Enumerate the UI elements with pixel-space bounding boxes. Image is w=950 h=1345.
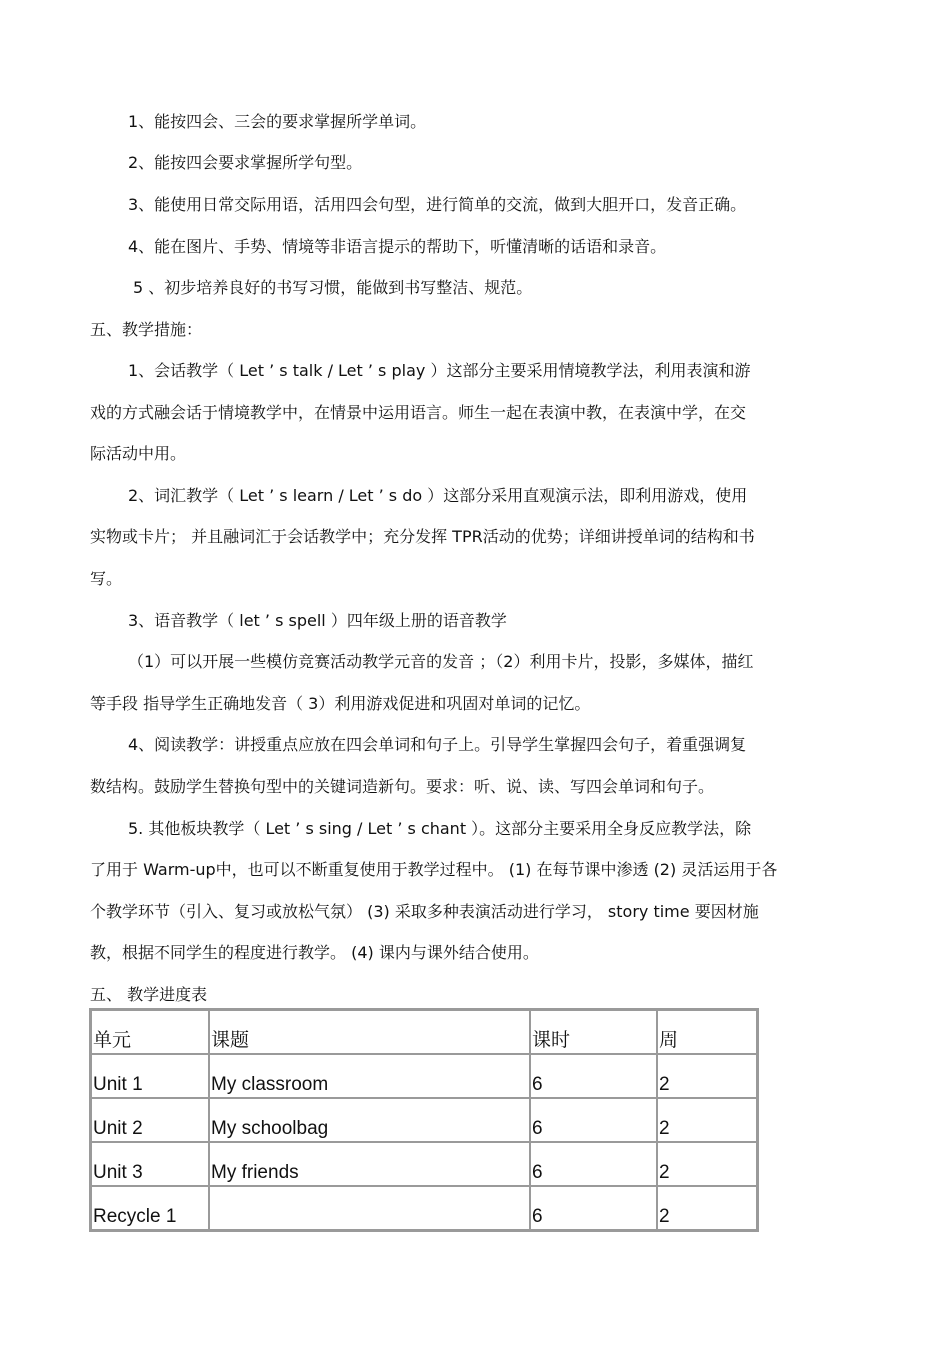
cell-unit: Unit 1 <box>91 1054 209 1098</box>
cell-topic: My friends <box>209 1142 530 1186</box>
cell-week: 2 <box>657 1142 757 1186</box>
cell-unit: Unit 3 <box>91 1142 209 1186</box>
cell-hours: 6 <box>530 1054 657 1098</box>
header-cell-topic: 课题 <box>209 1010 530 1054</box>
cell-unit: Unit 2 <box>91 1098 209 1142</box>
table-row <box>91 1054 757 1098</box>
measure-5-line-3: 个教学环节（引入、复习或放松气氛） (3) 采取多种表演活动进行学习， story time 要因材施 <box>90 902 759 921</box>
cell-week: 2 <box>657 1054 757 1098</box>
measure-3-line-2: （1）可以开展一些模仿竞赛活动教学元音的发音 ；（2）利用卡片，投影，多媒体，描红 <box>128 652 754 671</box>
measure-3-line-3: 等手段 指导学生正确地发音（ 3）利用游戏促进和巩固对单词的记忆。 <box>90 694 591 713</box>
table-row <box>91 1142 757 1186</box>
cell-topic: My schoolbag <box>209 1098 530 1142</box>
goal-1: 1、能按四会、三会的要求掌握所学单词。 <box>128 112 427 131</box>
measure-1-line-1: 1、会话教学（ Let ’ s talk / Let ’ s play ）这部分主要采用情境教学法，利用表演和游 <box>128 361 751 380</box>
measure-4-line-1: 4、阅读教学：讲授重点应放在四会单词和句子上。引导学生掌握四会句子，着重强调复 <box>128 735 747 754</box>
measure-4-line-2: 数结构。鼓励学生替换句型中的关键词造新句。要求：听、说、读、写四会单词和句子。 <box>90 777 715 796</box>
goal-2: 2、能按四会要求掌握所学句型。 <box>128 153 363 172</box>
header-cell-unit: 单元 <box>91 1010 209 1054</box>
table-row <box>91 1186 757 1230</box>
cell-week: 2 <box>657 1098 757 1142</box>
schedule-table <box>89 1008 759 1232</box>
measure-1-line-2: 戏的方式融会话于情境教学中，在情景中运用语言。师生一起在表演中教，在表演中学，在交 <box>90 403 747 422</box>
measure-5-line-4: 教，根据不同学生的程度进行教学。 (4) 课内与课外结合使用。 <box>90 943 539 962</box>
cell-week: 2 <box>657 1186 757 1230</box>
measures-heading: 五、教学措施： <box>90 320 203 339</box>
measure-1-line-3: 际活动中用。 <box>90 444 187 463</box>
cell-hours: 6 <box>530 1142 657 1186</box>
cell-topic: My classroom <box>209 1054 530 1098</box>
measure-5-line-2: 了用于 Warm-up中，也可以不断重复使用于教学过程中。 (1) 在每节课中渗透 (2) 灵活运用于各 <box>90 860 778 879</box>
measure-5-line-1: 5. 其他板块教学（ Let ’ s sing / Let ’ s chant ）。这部分主要采用全身反应教学法，除 <box>128 819 752 838</box>
goal-4: 4、能在图片、手势、情境等非语言提示的帮助下，听懂清晰的话语和录音。 <box>128 237 667 256</box>
measure-3-line-1: 3、语音教学（ let ’ s spell ）四年级上册的语音教学 <box>128 611 507 630</box>
measure-2-line-3: 写。 <box>90 569 123 588</box>
goal-3: 3、能使用日常交际用语，活用四会句型，进行简单的交流，做到大胆开口，发音正确。 <box>128 195 747 214</box>
measure-2-line-2: 实物或卡片； 并且融词汇于会话教学中；充分发挥 TPR活动的优势；详细讲授单词的结构和书 <box>90 527 755 546</box>
table-row <box>91 1098 757 1142</box>
goal-5: 5 、初步培养良好的书写习惯，能做到书写整洁、规范。 <box>133 278 533 297</box>
header-cell-week: 周 <box>657 1010 757 1054</box>
cell-unit: Recycle 1 <box>91 1186 209 1230</box>
measure-2-line-1: 2、词汇教学（ Let ’ s learn / Let ’ s do ）这部分采用直观演示法，即利用游戏，使用 <box>128 486 748 505</box>
cell-hours: 6 <box>530 1186 657 1230</box>
header-cell-hours: 课时 <box>530 1010 657 1054</box>
schedule-heading: 五、 教学进度表 <box>90 985 208 1004</box>
cell-topic <box>209 1186 530 1230</box>
cell-hours: 6 <box>530 1098 657 1142</box>
table-header-row <box>91 1010 757 1054</box>
